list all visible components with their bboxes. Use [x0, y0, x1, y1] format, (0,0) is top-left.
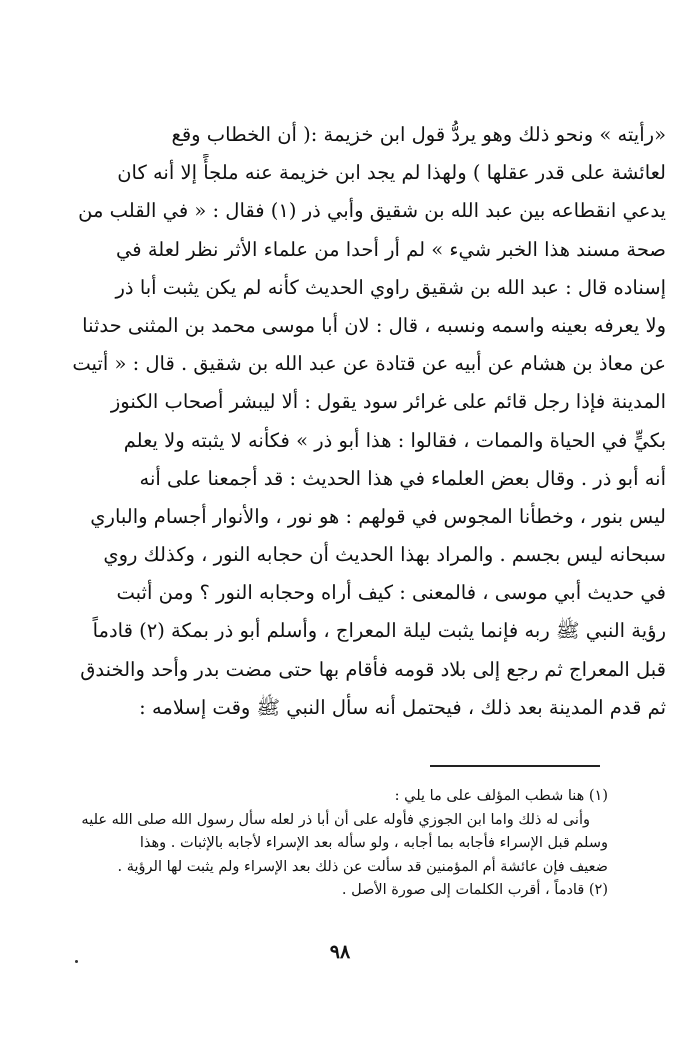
text-line: يدعي انقطاعه بين عبد الله بن شقيق وأبي ذر (١) فقال : « في القلب من: [78, 199, 666, 223]
text-line: ثم قدم المدينة بعد ذلك ، فيحتمل أنه سأل النبي ﷺ وقت إسلامه :: [139, 695, 666, 719]
text-line: ليس بنور ، وخطأنا المجوس في قولهم : هو نور ، والأنوار أجسام والباري: [90, 504, 666, 528]
text-line: رؤية النبي ﷺ ربه فإنما يثبت ليلة المعراج ، وأسلم أبو ذر بمكة (٢) قادماً: [92, 619, 666, 643]
text-line: أنه أبو ذر . وقال بعض العلماء في هذا الحديث : قد أجمعنا على أنه: [139, 466, 666, 490]
text-line: «رأيته » ونحو ذلك وهو يردُّ قول ابن خزيمة :( أن الخطاب وقع: [171, 123, 666, 146]
footnote-line: وسلم قبل الإسراء فأجابه بما أجابه ، ولو سأله بعد الإسراء لأجابه بالإثبات . وهذا: [139, 835, 608, 851]
footnotes-block: [60, 785, 608, 903]
text-line: المدينة فإذا رجل قائم على غرائر سود يقول : ألا ليبشر أصحاب الكنوز: [110, 390, 666, 414]
text-line: قبل المعراج ثم رجع إلى بلاد قومه فأقام بها حتى مضت بدر وأحد والخندق: [80, 657, 666, 681]
text-line: عن معاذ بن هشام عن أبيه عن قتادة عن عبد الله بن شقيق . قال : « أتيت: [72, 352, 666, 376]
footnote-line: وأنى له ذلك واما ابن الجوزي فأوله على أن أبا ذر لعله سأل رسول الله صلى الله عليه: [81, 811, 590, 828]
text-line: سبحانه ليس بجسم . والمراد بهذا الحديث أن حجابه النور ، وكذلك روي: [103, 543, 666, 567]
footnote-1: (١) هنا شطب المؤلف على ما يلي :: [394, 788, 608, 804]
page-number: ٩٨: [329, 941, 351, 963]
text-line: في حديث أبي موسى ، فالمعنى : كيف أراه وحجابه النور ؟ ومن أثبت: [116, 581, 666, 605]
text-line: لعائشة على قدر عقلها ) ولهذا لم يجد ابن خزيمة عنه ملجأً إلا أنه كان: [117, 161, 666, 185]
text-line: بكيٍّ في الحياة والممات ، فقالوا : هذا أبو ذر » فكأنه لا يثبته ولا يعلم: [123, 428, 666, 452]
text-line: صحة مسند هذا الخبر شيء » لم أر أحدا من علماء الأثر نظر لعلة في: [116, 237, 666, 261]
text-line: ولا يعرفه بعينه واسمه ونسبه ، قال : لان أبا موسى محمد بن المثنى حدثنا: [82, 313, 666, 337]
footnote-2: (٢) قادماً ، أقرب الكلمات إلى صورة الأصل .: [341, 882, 608, 898]
footnote-line: ضعيف فإن عائشة أم المؤمنين قد سألت عن ذلك بعد الإسراء ولم يثبت لها الرؤية .: [117, 858, 608, 875]
scan-speck: [75, 960, 78, 963]
footnote-separator: [430, 765, 600, 767]
text-line: إسناده قال : عبد الله بن شقيق راوي الحديث كأنه لم يكن يثبت أبا ذر: [115, 275, 666, 299]
main-text-block: [66, 116, 666, 727]
